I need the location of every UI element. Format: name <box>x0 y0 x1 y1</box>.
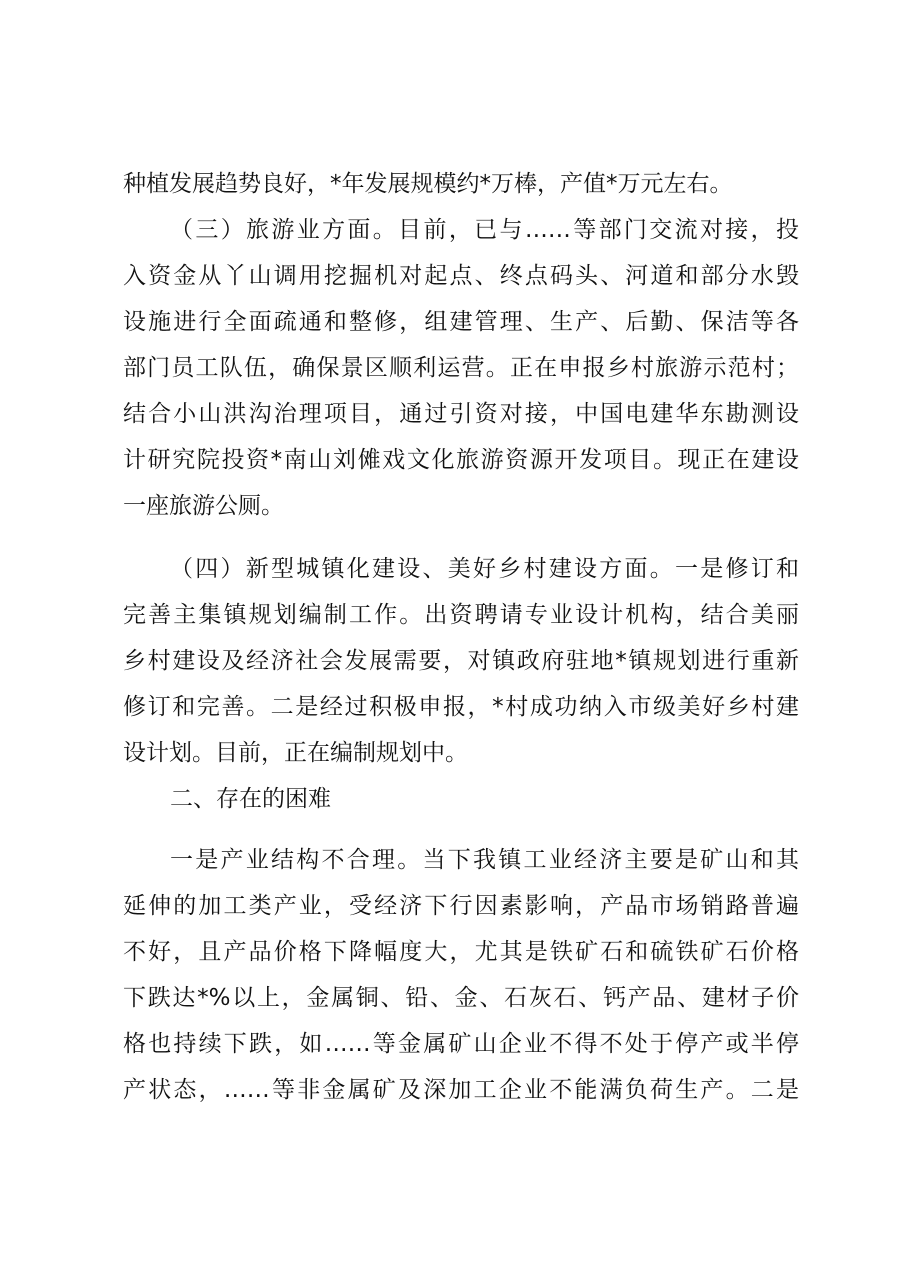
text-line: 产状态，……等非金属矿及深加工企业不能满负荷生产。二是 <box>123 1077 799 1103</box>
text-line: 入资金从丫山调用挖掘机对起点、终点码头、河道和部分水毁 <box>123 263 799 289</box>
text-line: 不好，且产品价格下降幅度大，尤其是铁矿石和硫铁矿石价格 <box>123 939 799 965</box>
text-line: 设计划。目前，正在编制规划中。 <box>123 740 468 766</box>
text-line: 下跌达*%以上，金属铜、铅、金、石灰石、钙产品、建材子价 <box>123 985 799 1011</box>
text-line: 格也持续下跌，如……等金属矿山企业不得不处于停产或半停 <box>123 1031 799 1057</box>
text-line: 修订和完善。二是经过积极申报，*村成功纳入市级美好乡村建 <box>123 694 799 720</box>
text-line: 一座旅游公厕。 <box>123 493 284 519</box>
paragraph-heading-tourism: （三）旅游业方面。目前，已与……等部门交流对接，投 <box>170 217 799 243</box>
text-line: 一是产业结构不合理。当下我镇工业经济主要是矿山和其 <box>170 847 799 873</box>
text-line: 结合小山洪沟治理项目，通过引资对接，中国电建华东勘测设 <box>123 401 799 427</box>
section-heading-difficulties: 二、存在的困难 <box>170 786 331 812</box>
text-line: 计研究院投资*南山刘傩戏文化旅游资源开发项目。现正在建设 <box>123 447 799 473</box>
text-line: 部门员工队伍，确保景区顺利运营。正在申报乡村旅游示范村； <box>123 355 799 381</box>
text-line: 完善主集镇规划编制工作。出资聘请专业设计机构，结合美丽 <box>123 602 799 628</box>
paragraph-heading-urbanization: （四）新型城镇化建设、美好乡村建设方面。一是修订和 <box>170 556 799 582</box>
text-line: 设施进行全面疏通和整修，组建管理、生产、后勤、保洁等各 <box>123 309 799 335</box>
text-line: 种植发展趋势良好，*年发展规模约*万棒，产值*万元左右。 <box>123 171 733 197</box>
text-line: 延伸的加工类产业，受经济下行因素影响，产品市场销路普遍 <box>123 893 799 919</box>
text-line: 乡村建设及经济社会发展需要，对镇政府驻地*镇规划进行重新 <box>123 648 799 674</box>
